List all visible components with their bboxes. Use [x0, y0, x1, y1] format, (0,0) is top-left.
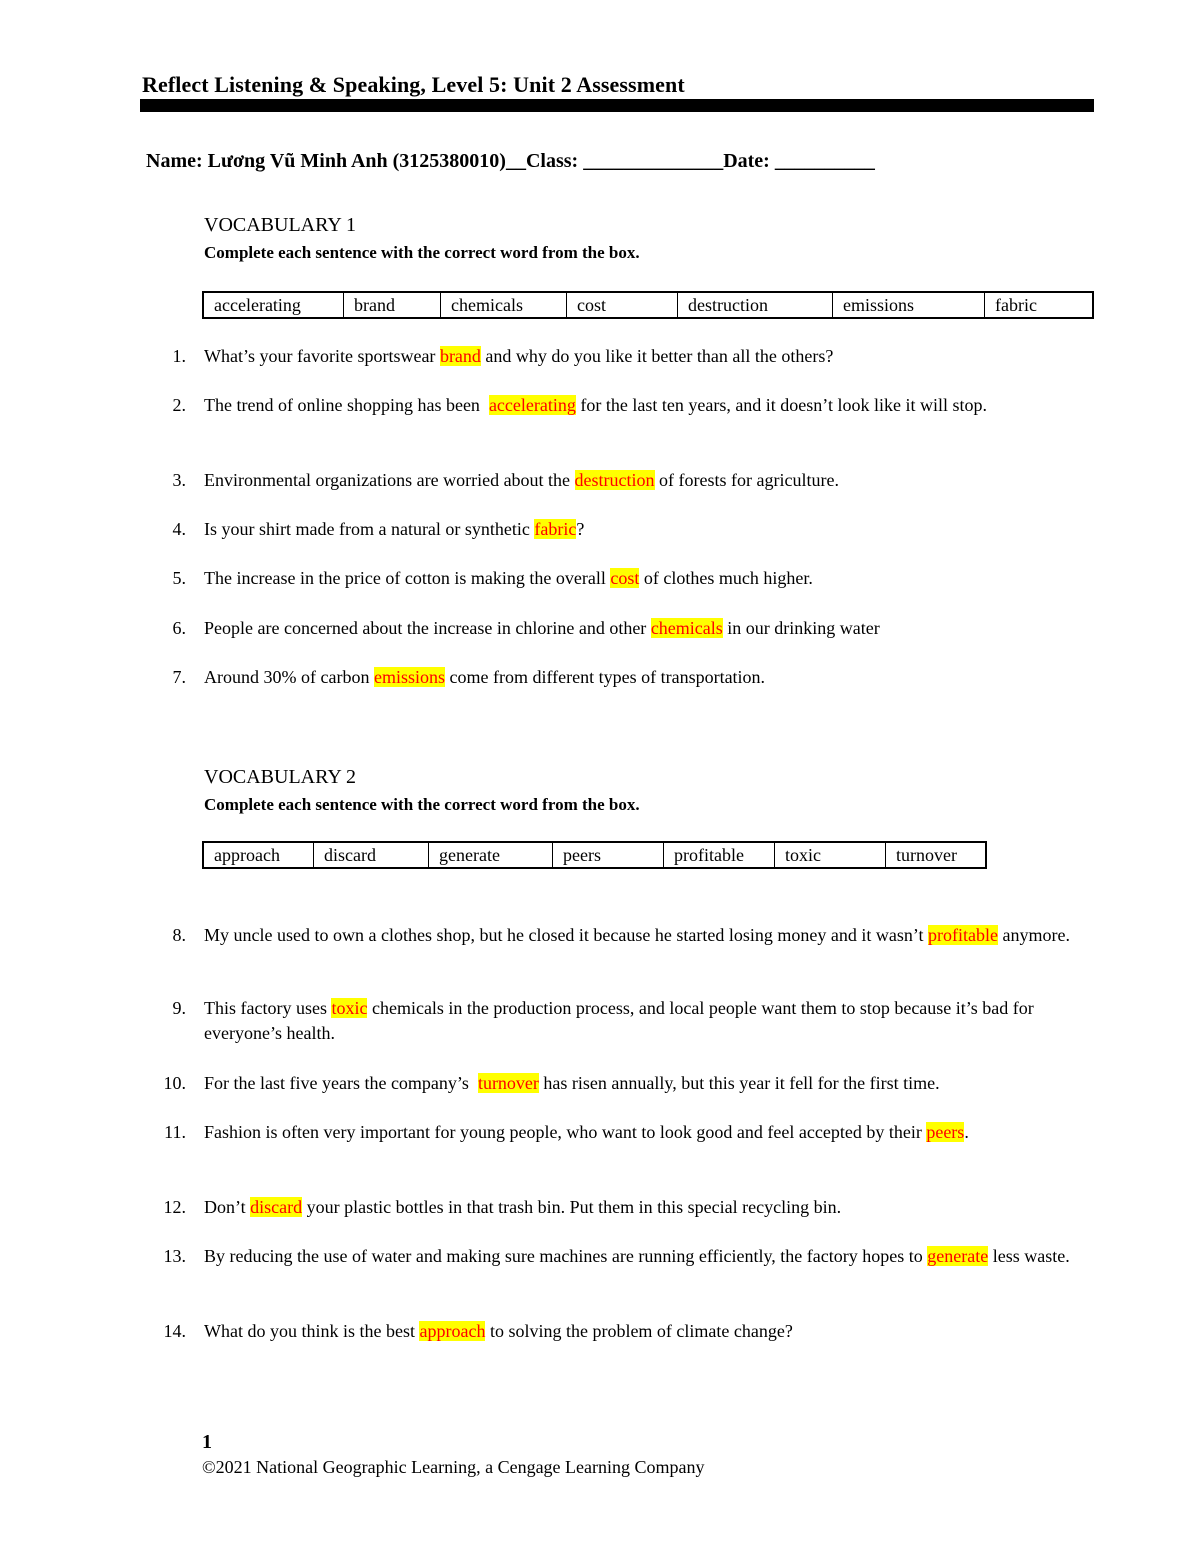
page-number: 1: [202, 1431, 212, 1453]
answer-highlight: toxic: [331, 998, 368, 1018]
list-item: [150, 517, 1095, 542]
item-text: of forests for agriculture.: [654, 470, 839, 490]
answer-highlight: turnover: [477, 1073, 539, 1093]
answer-highlight: fabric: [534, 519, 577, 539]
word-box-cell: peers: [553, 842, 664, 868]
answer-highlight: approach: [419, 1321, 486, 1341]
word-box-cell: generate: [429, 842, 553, 868]
list-item: [150, 1120, 1095, 1145]
word-box-cell: discard: [314, 842, 429, 868]
vocab1-instruction: Complete each sentence with the correct word from the box.: [204, 243, 640, 262]
vocab2-instruction: Complete each sentence with the correct word from the box.: [204, 795, 640, 814]
title-rule: [140, 99, 1094, 112]
item-text: People are concerned about the increase in chlorine and other: [204, 618, 651, 638]
item-number: 8.: [172, 925, 186, 945]
item-number: 7.: [172, 667, 186, 687]
list-item: [150, 468, 1095, 493]
word-box-cell: approach: [203, 842, 314, 868]
list-item: [150, 996, 1095, 1046]
item-number: 12.: [163, 1197, 186, 1217]
item-text: for the last ten years, and it doesn’t look like it will stop.: [575, 395, 987, 415]
item-number: 13.: [163, 1246, 186, 1266]
item-number: 11.: [164, 1122, 186, 1142]
item-text: in our drinking water: [722, 618, 880, 638]
list-item: [150, 393, 1095, 418]
answer-highlight: cost: [610, 568, 640, 588]
vocab1-word-box: [202, 291, 1094, 319]
item-text: ?: [576, 519, 585, 539]
vocab1-heading: VOCABULARY 1: [204, 214, 357, 236]
answer-highlight: peers: [926, 1122, 965, 1142]
item-text: The trend of online shopping has been: [204, 395, 489, 415]
word-box-cell: accelerating: [203, 292, 344, 318]
item-text: come from different types of transportation.: [444, 667, 766, 687]
item-text: This factory uses: [204, 998, 332, 1018]
item-number: 1.: [172, 346, 186, 366]
item-text: For the last five years the company’s: [204, 1073, 478, 1093]
word-box-cell: turnover: [886, 842, 987, 868]
list-item: [150, 1071, 1095, 1096]
item-text: My uncle used to own a clothes shop, but he closed it because he started losing money and it wasn’t: [204, 925, 929, 945]
answer-highlight: generate: [927, 1246, 989, 1266]
answer-highlight: profitable: [928, 925, 999, 945]
word-box-cell: destruction: [678, 292, 833, 318]
item-number: 2.: [172, 395, 186, 415]
word-box-cell: cost: [567, 292, 678, 318]
answer-highlight: chemicals: [650, 618, 723, 638]
item-text: Don’t: [204, 1197, 251, 1217]
item-text: anymore.: [998, 925, 1070, 945]
list-item: [150, 665, 1095, 690]
list-item: [150, 566, 1095, 591]
list-item: [150, 1319, 1095, 1344]
word-box-cell: toxic: [775, 842, 886, 868]
item-text: chemicals in the production process, and local people want them to stop because it’s bad for everyone’s health.: [204, 998, 1034, 1043]
word-box-cell: emissions: [833, 292, 985, 318]
vocab2-heading: VOCABULARY 2: [204, 766, 357, 788]
item-text: less waste.: [988, 1246, 1070, 1266]
item-text: By reducing the use of water and making sure machines are running efficiently, the factory hopes to: [204, 1246, 928, 1266]
item-text: and why do you like it better than all the others?: [480, 346, 834, 366]
answer-highlight: accelerating: [488, 395, 576, 415]
item-text: Is your shirt made from a natural or synthetic: [204, 519, 535, 539]
item-text: What do you think is the best: [204, 1321, 420, 1341]
item-text: has risen annually, but this year it fell for the first time.: [538, 1073, 940, 1093]
page-title: Reflect Listening & Speaking, Level 5: Unit 2 Assessment: [142, 72, 685, 97]
word-box-cell: chemicals: [441, 292, 567, 318]
item-number: 10.: [163, 1073, 186, 1093]
vocab2-word-box: [202, 841, 987, 869]
item-text: .: [964, 1122, 969, 1142]
item-number: 3.: [172, 470, 186, 490]
word-box-cell: fabric: [985, 292, 1094, 318]
item-number: 4.: [172, 519, 186, 539]
list-item: [150, 923, 1095, 948]
item-text: your plastic bottles in that trash bin. Put them in this special recycling bin.: [302, 1197, 842, 1217]
list-item: [150, 1244, 1095, 1269]
item-number: 14.: [163, 1321, 186, 1341]
list-item: [150, 344, 1095, 369]
list-item: [150, 1195, 1095, 1220]
answer-highlight: destruction: [574, 470, 655, 490]
item-text: The increase in the price of cotton is making the overall: [204, 568, 611, 588]
item-text: Fashion is often very important for young people, who want to look good and feel accepted by their: [204, 1122, 927, 1142]
item-number: 5.: [172, 568, 186, 588]
word-box-cell: brand: [344, 292, 441, 318]
answer-highlight: discard: [250, 1197, 303, 1217]
item-text: to solving the problem of climate change?: [485, 1321, 793, 1341]
answer-highlight: emissions: [373, 667, 445, 687]
item-text: What’s your favorite sportswear: [204, 346, 440, 366]
item-text: Around 30% of carbon: [204, 667, 374, 687]
name-line: Name: Lương Vũ Minh Anh (3125380010)__Class: ______________Date: __________: [146, 150, 875, 172]
copyright-notice: ©2021 National Geographic Learning, a Cengage Learning Company: [202, 1457, 705, 1477]
list-item: [150, 616, 1095, 641]
item-number: 6.: [172, 618, 186, 638]
answer-highlight: brand: [439, 346, 481, 366]
item-number: 9.: [172, 998, 186, 1018]
word-box-cell: profitable: [664, 842, 775, 868]
item-text: of clothes much higher.: [639, 568, 813, 588]
item-text: Environmental organizations are worried about the: [204, 470, 575, 490]
